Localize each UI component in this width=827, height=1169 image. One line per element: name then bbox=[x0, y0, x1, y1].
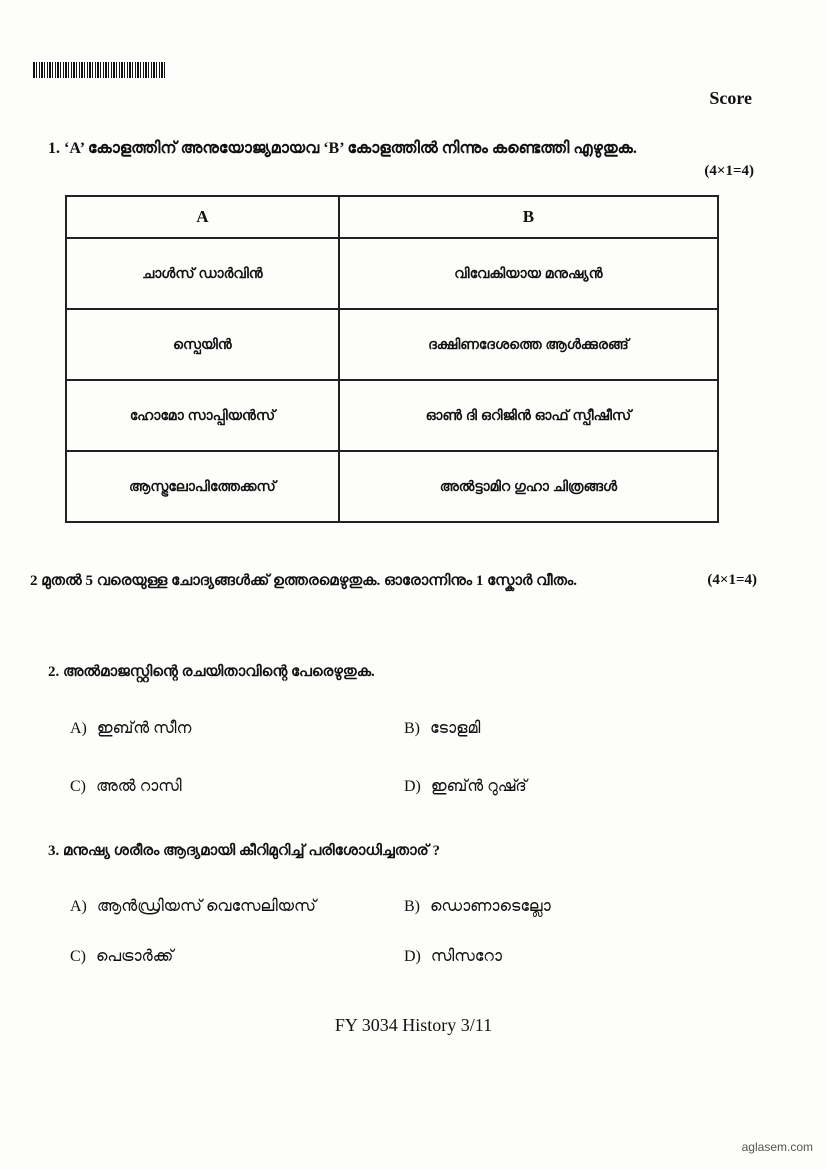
question-2-text: 2. അൽമാജസ്റ്റിന്റെ രചയിതാവിന്റെ പേരെഴുതുക. bbox=[48, 664, 375, 680]
table-row bbox=[66, 451, 718, 522]
section-instruction: 2 മുതൽ 5 വരെയുള്ള ചോദ്യങ്ങൾക്ക് ഉത്തരമെഴുതുക. ഓരോന്നിനും 1 സ്കോർ വീതം. bbox=[30, 573, 577, 589]
option-text: ഇബ്ൻ സീന bbox=[96, 720, 192, 737]
watermark: aglasem.com bbox=[741, 1140, 813, 1154]
cell-a: സ്പെയിൻ bbox=[66, 309, 339, 380]
option-label: B) bbox=[404, 898, 420, 915]
option-text: ഡൊണാടെല്ലോ bbox=[430, 898, 551, 915]
option-label: A) bbox=[70, 720, 87, 737]
question-3-text: 3. മനുഷ്യ ശരീരം ആദ്യമായി കീറിമുറിച്ച് പരിശോധിച്ചതാര് ? bbox=[48, 843, 440, 859]
option-label: B) bbox=[404, 720, 420, 737]
option-text: സിസറോ bbox=[430, 948, 502, 965]
option-label: D) bbox=[404, 778, 421, 795]
option-text: പെട്രാർക്ക് bbox=[96, 948, 174, 965]
column-header-b: B bbox=[339, 196, 718, 238]
q3-option-a bbox=[70, 898, 316, 916]
cell-a: ചാൾസ് ഡാർവിൻ bbox=[66, 238, 339, 309]
option-label: C) bbox=[70, 948, 86, 965]
q3-option-d bbox=[404, 948, 502, 966]
table-row bbox=[66, 309, 718, 380]
option-text: അൽ റാസി bbox=[96, 778, 182, 795]
cell-b: വിവേകിയായ മനുഷ്യൻ bbox=[339, 238, 718, 309]
cell-a: ആസ്ട്രലോപിത്തേക്കസ് bbox=[66, 451, 339, 522]
barcode bbox=[33, 62, 167, 78]
cell-b: ദക്ഷിണദേശത്തെ ആൾക്കുരങ്ങ് bbox=[339, 309, 718, 380]
page-footer-code: FY 3034 History 3/11 bbox=[334, 1015, 493, 1035]
q2-option-d bbox=[404, 778, 527, 796]
option-text: ടോളമി bbox=[430, 720, 481, 737]
option-text: ഇബ്ൻ റുഷ്ദ് bbox=[430, 778, 527, 795]
option-label: A) bbox=[70, 898, 87, 915]
q3-option-c bbox=[70, 948, 173, 966]
q2-option-c bbox=[70, 778, 182, 796]
cell-a: ഹോമോ സാപ്പിയൻസ് bbox=[66, 380, 339, 451]
option-text: ആൻഡ്രിയസ് വെസേലിയസ് bbox=[96, 898, 316, 915]
table-row bbox=[66, 238, 718, 309]
cell-b: ഓൺ ദി ഒറിജിൻ ഓഫ് സ്പീഷീസ് bbox=[339, 380, 718, 451]
question-1-marks: (4×1=4) bbox=[704, 163, 754, 179]
cell-b: അൽട്ടാമിറ ഗുഹാ ചിത്രങ്ങൾ bbox=[339, 451, 718, 522]
section-marks: (4×1=4) bbox=[707, 572, 757, 588]
option-label: C) bbox=[70, 778, 86, 795]
match-table bbox=[65, 195, 719, 523]
table-header-row bbox=[66, 196, 718, 238]
score-label: Score bbox=[709, 88, 752, 108]
option-label: D) bbox=[404, 948, 421, 965]
question-1-text: 1. ‘A’ കോളത്തിന് അനുയോജ്യമായവ ‘B’ കോളത്തിൽ നിന്നും കണ്ടെത്തി എഴുതുക. bbox=[48, 140, 637, 157]
column-header-a: A bbox=[66, 196, 339, 238]
table-row bbox=[66, 380, 718, 451]
q3-option-b bbox=[404, 898, 551, 916]
q2-option-a bbox=[70, 720, 191, 738]
q2-option-b bbox=[404, 720, 480, 738]
